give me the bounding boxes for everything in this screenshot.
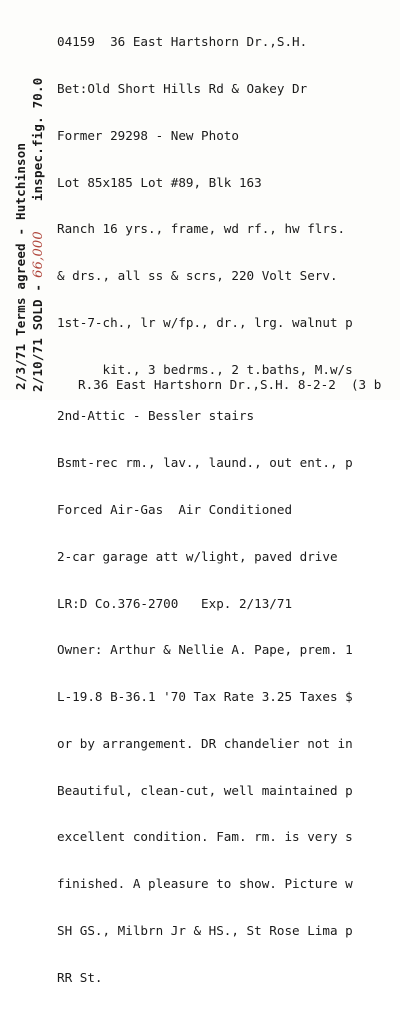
side-annotations bbox=[0, 0, 60, 400]
listing-line: SH GS., Milbrn Jr & HS., St Rose Lima p bbox=[57, 923, 353, 939]
listing-line: Lot 85x185 Lot #89, Blk 163 bbox=[57, 174, 262, 190]
listing-line: & drs., all ss & scrs, 220 Volt Serv. bbox=[57, 268, 338, 284]
listing-line: kit., 3 bedrms., 2 t.baths, M.w/s bbox=[57, 361, 353, 377]
sold-price-handwritten: 66,000 bbox=[31, 231, 46, 278]
listing-line: Beautiful, clean-cut, well maintained p bbox=[57, 782, 353, 798]
listing-line: L-19.8 B-36.1 '70 Tax Rate 3.25 Taxes $ bbox=[57, 689, 353, 705]
listing-line: 2nd-Attic - Bessler stairs bbox=[57, 408, 255, 424]
listing-line: Former 29298 - New Photo bbox=[57, 127, 239, 143]
inspection-figure: inspec.fig. 70.0 bbox=[30, 77, 45, 202]
terms-text: 2/3/71 Terms agreed - Hutchinson bbox=[13, 142, 28, 390]
listing-line: excellent condition. Fam. rm. is very s bbox=[57, 829, 353, 845]
sold-annotation bbox=[30, 78, 46, 392]
listing-line: Owner: Arthur & Nellie A. Pape, prem. 1 bbox=[57, 642, 353, 658]
listing-line: or by arrangement. DR chandelier not in bbox=[57, 735, 353, 751]
listing-line: Forced Air-Gas Air Conditioned bbox=[57, 502, 293, 517]
listing-line: 04159 36 East Hartshorn Dr.,S.H. bbox=[57, 34, 308, 50]
listing-line: 1st-7-ch., lr w/fp., dr., lrg. walnut p bbox=[57, 314, 353, 330]
listing-footer: R.36 East Hartshorn Dr.,S.H. 8-2-2 (3 b bbox=[78, 377, 382, 392]
listing-body bbox=[57, 3, 402, 1017]
sold-text: 2/10/71 SOLD - bbox=[30, 283, 45, 392]
listing-line: Ranch 16 yrs., frame, wd rf., hw flrs. bbox=[57, 221, 346, 237]
listing-line: LR:D Co.376-2700 Exp. 2/13/71 bbox=[57, 595, 293, 611]
listing-line: Bet:Old Short Hills Rd & Oakey Dr bbox=[57, 80, 308, 96]
listing-line: 2-car garage att w/light, paved drive bbox=[57, 548, 338, 564]
listing-line: Bsmt-rec rm., lav., laund., out ent., p bbox=[57, 455, 353, 471]
listing-line: finished. A pleasure to show. Picture w bbox=[57, 876, 353, 892]
terms-annotation bbox=[13, 143, 28, 390]
listing-line: RR St. bbox=[57, 969, 103, 985]
